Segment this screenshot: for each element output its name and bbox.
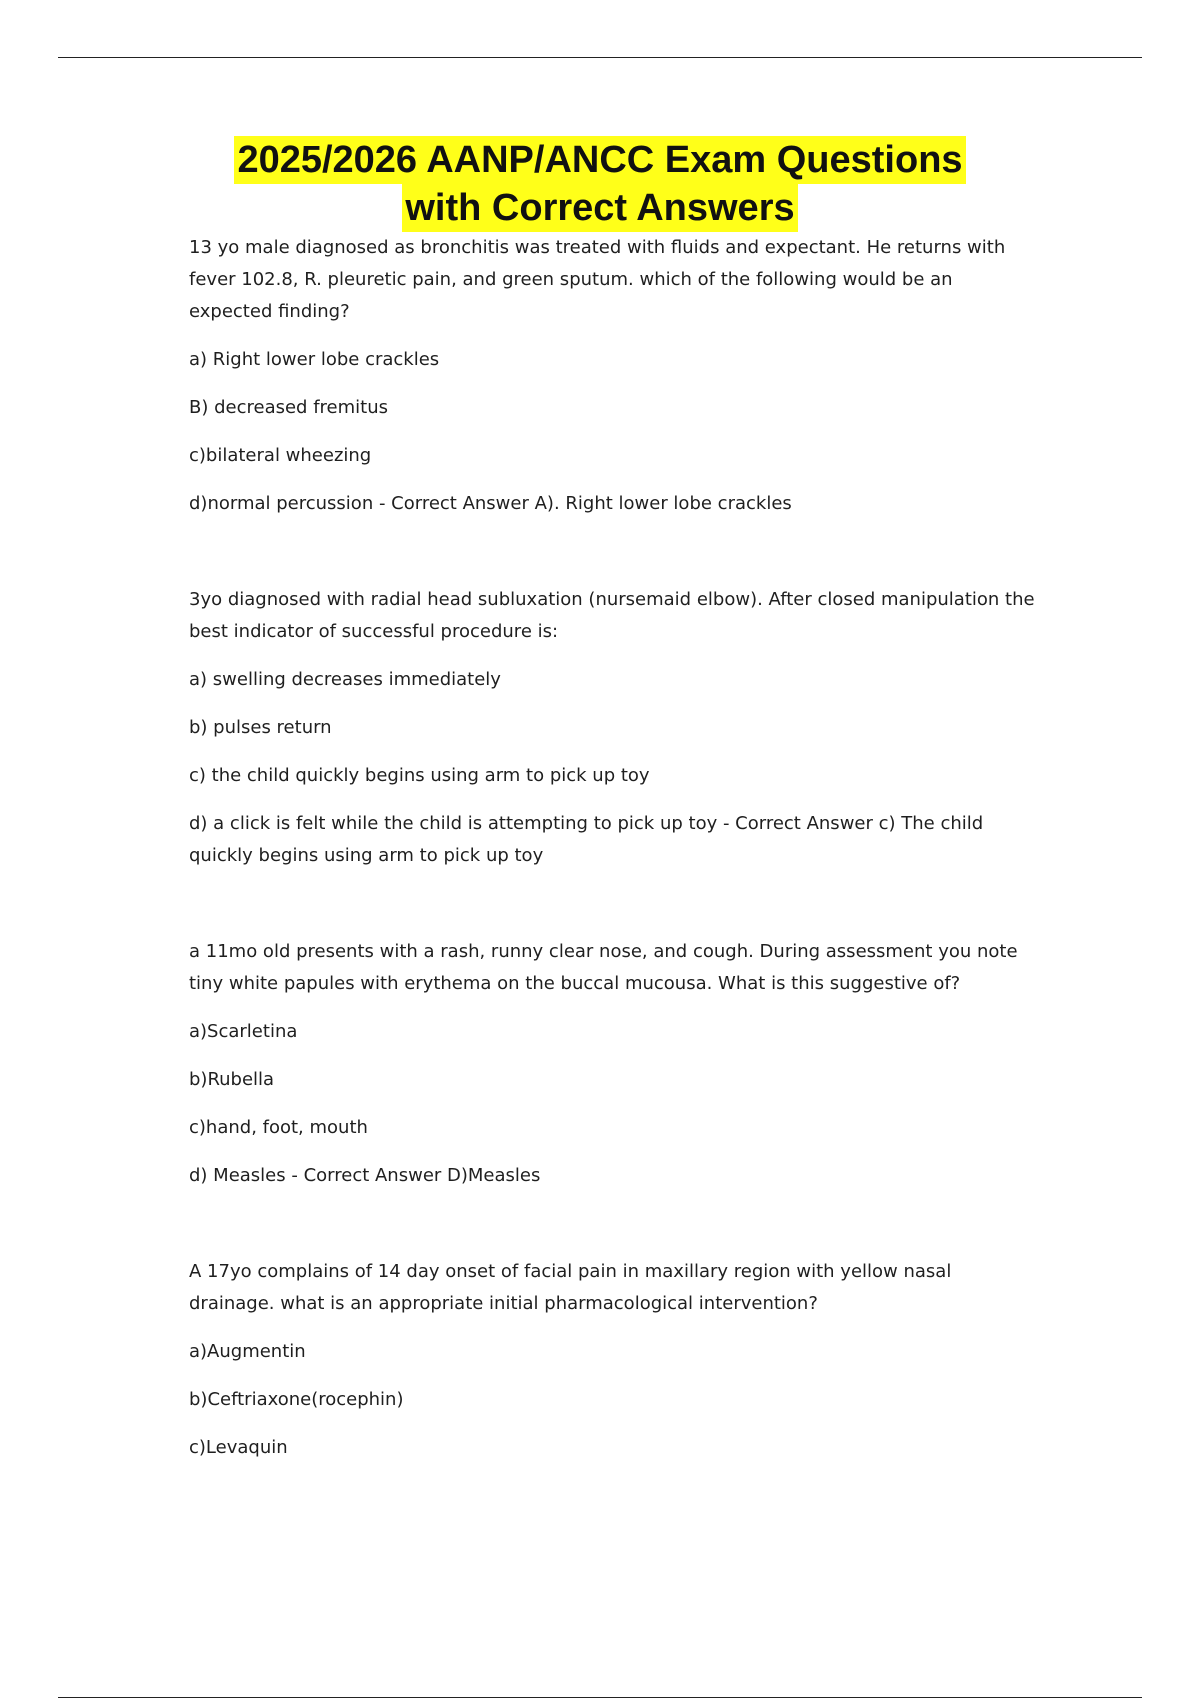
document-title [0, 136, 1200, 232]
title-line-2: with Correct Answers [402, 184, 797, 232]
answer-option: a) Right lower lobe crackles [189, 349, 440, 370]
question-block [189, 232, 1039, 520]
answer-option: c)Levaquin [189, 1437, 288, 1458]
question-block [189, 1256, 1039, 1464]
answer-option: a)Scarletina [189, 1021, 298, 1042]
answer-option: a) swelling decreases immediately [189, 669, 501, 690]
spacer [189, 888, 1039, 936]
answer-option: b)Rubella [189, 1069, 275, 1090]
answer-option: b)Ceftriaxone(rocephin) [189, 1389, 404, 1410]
spacer [189, 536, 1039, 584]
title-line-1: 2025/2026 AANP/ANCC Exam Questions [234, 136, 965, 184]
answer-option: c)hand, foot, mouth [189, 1117, 368, 1138]
question-block [189, 936, 1039, 1192]
question-text: a 11mo old presents with a rash, runny clear nose, and cough. During assessment you note tiny white papules with erythema on the buccal mucousa. What is this suggestive of? [189, 941, 1018, 994]
spacer [189, 1208, 1039, 1256]
question-list [189, 232, 1039, 1480]
question-block [189, 584, 1039, 872]
question-text: A 17yo complains of 14 day onset of facial pain in maxillary region with yellow nasal drainage. what is an appropriate initial pharmacological intervention? [189, 1261, 952, 1314]
answer-option: a)Augmentin [189, 1341, 306, 1362]
answer-option: d)normal percussion - Correct Answer A). Right lower lobe crackles [189, 493, 792, 514]
bottom-rule [58, 1697, 1142, 1698]
answer-option: d) Measles - Correct Answer D)Measles [189, 1165, 541, 1186]
answer-option: b) pulses return [189, 717, 332, 738]
answer-option: c)bilateral wheezing [189, 445, 372, 466]
answer-option: d) a click is felt while the child is attempting to pick up toy - Correct Answer c) The child quickly begins using arm to pick up toy [189, 813, 984, 866]
answer-option: c) the child quickly begins using arm to pick up toy [189, 765, 650, 786]
answer-option: B) decreased fremitus [189, 397, 388, 418]
top-rule [58, 57, 1142, 58]
question-text: 13 yo male diagnosed as bronchitis was treated with fluids and expectant. He returns with fever 102.8, R. pleuretic pain, and green sputum. which of the following would be an expected finding? [189, 237, 1006, 322]
question-text: 3yo diagnosed with radial head subluxation (nursemaid elbow). After closed manipulation the best indicator of successful procedure is: [189, 589, 1035, 642]
